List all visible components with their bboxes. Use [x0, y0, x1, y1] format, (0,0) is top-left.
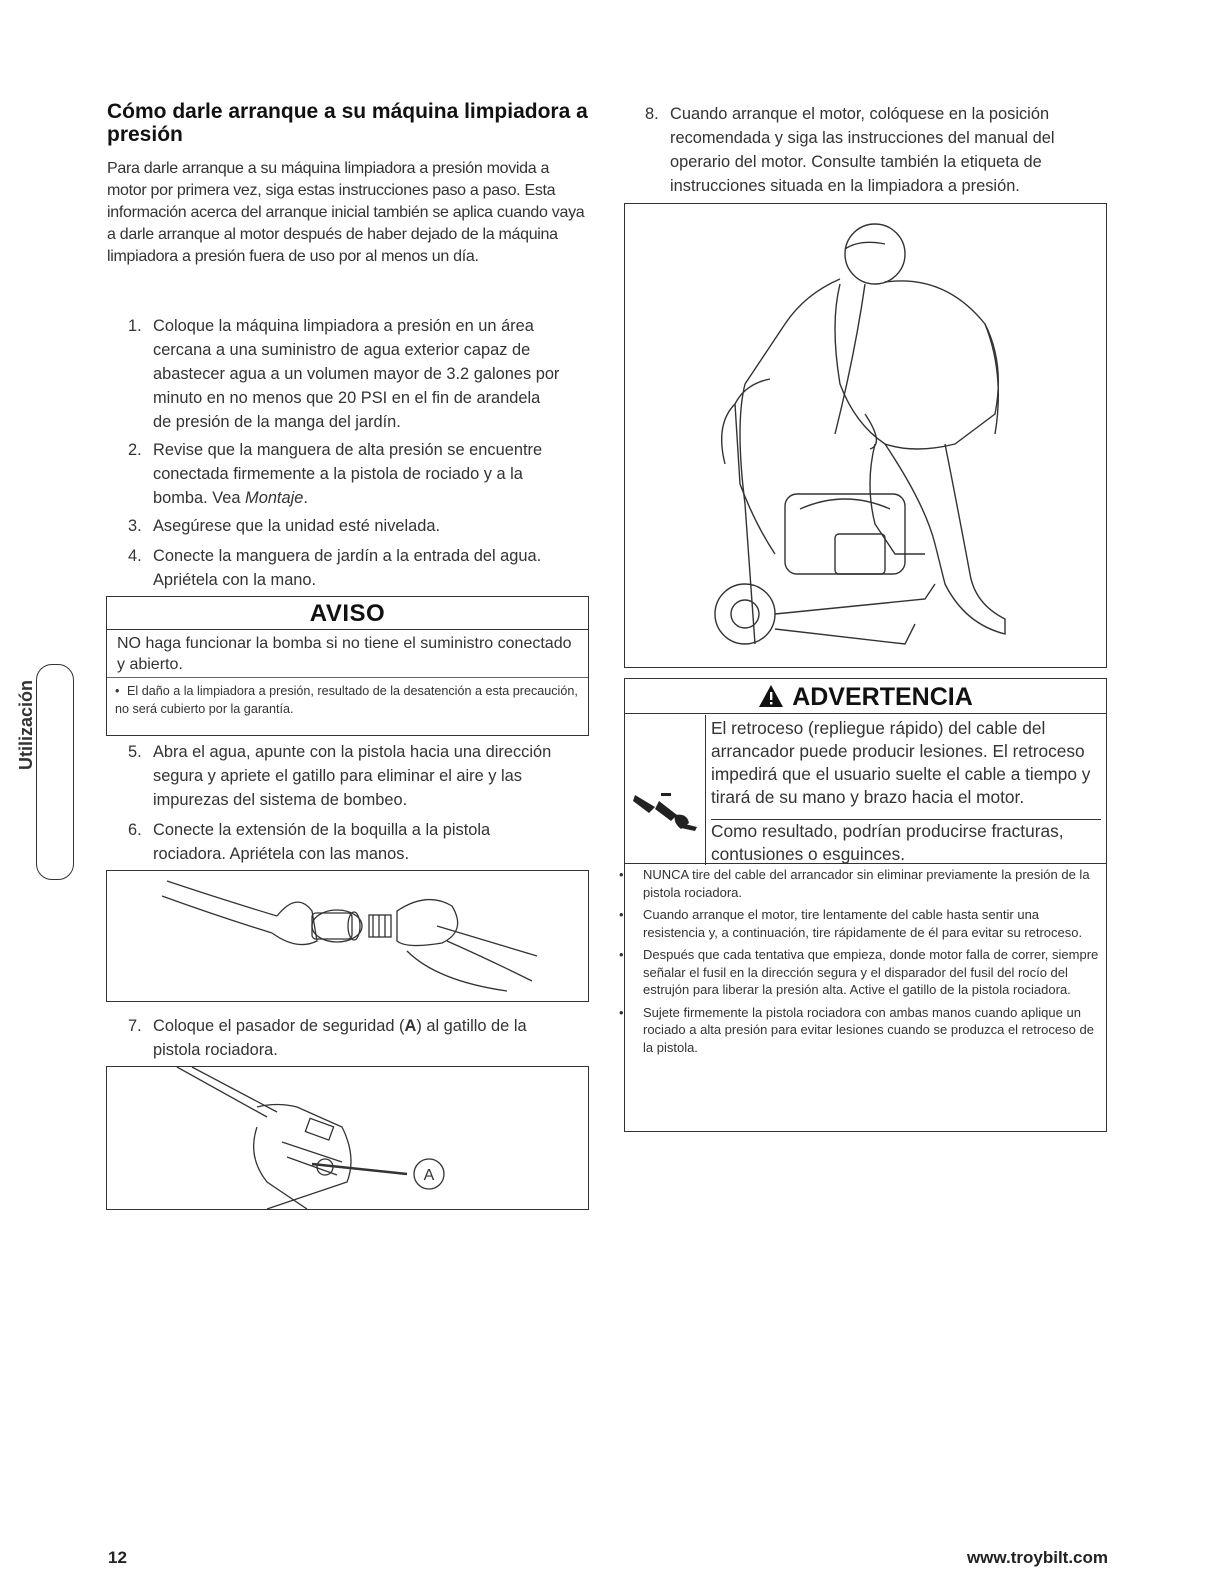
recoil-hazard-cell	[625, 715, 706, 865]
advertencia-paragraph-1: El retroceso (repliegue rápido) del cable del arrancador puede producir lesiones. El retroceso impedirá que el usuario suelte el cable a tiempo y tirará de su mano y brazo hacia el motor.	[711, 718, 1091, 807]
list-item: • Después que cada tentativa que empieza, donde motor falla de correr, siempre señalar el fusil en la dirección segura y el disparador del fusil del rocío del estrujón para liberar la presión alta. Active el gatillo de la pistola rociadora.	[619, 947, 1099, 997]
intro-paragraph: Para darle arranque a su máquina limpiadora a presión movida a motor por primera vez, siga estas instrucciones paso a paso. Esta información acerca del arranque inicial también se aplica cuando vaya a darle arranque al motor después de haber dejado de la máquina limpiadora a presión fuera de uso por al menos un día.	[107, 160, 585, 265]
section-tab	[36, 664, 74, 880]
section-heading: Cómo darle arranque a su máquina limpiadora a presión	[107, 100, 588, 146]
recoil-hazard-icon	[625, 715, 705, 865]
advertencia-title: ADVERTENCIA	[625, 679, 1106, 714]
list-item: • NUNCA tire del cable del arrancador sin eliminar previamente la presión de la pistola rociadora.	[619, 867, 1090, 900]
warning-triangle-icon	[758, 682, 784, 718]
aviso-body: NO haga funcionar la bomba si no tiene el suministro conectado y abierto.	[117, 635, 572, 673]
list-item: • Cuando arranque el motor, tire lentamente del cable hasta sentir una resistencia y, a continuación, tire rápidamente de él para evitar su retroceso.	[619, 907, 1083, 940]
spray-gun-illustration	[107, 1067, 588, 1209]
safety-pin-figure	[106, 1066, 589, 1210]
website-url: www.troybilt.com	[966, 1548, 1108, 1567]
aviso-title: AVISO	[107, 597, 588, 630]
nozzle-illustration	[107, 871, 588, 1001]
advertencia-bullet-list	[619, 863, 1106, 1131]
nozzle-extension-figure	[106, 870, 589, 1002]
list-item: • Sujete firmemente la pistola rociadora con ambas manos cuando aplique un rociado a alta presión para evitar lesiones cuando se produzca el retroceso de la pistola.	[619, 1004, 1094, 1055]
page-number: 12	[108, 1548, 127, 1567]
aviso-notice	[106, 596, 589, 736]
callout-a-label: A	[423, 1167, 435, 1184]
operator-starting-engine-figure	[624, 203, 1107, 668]
section-tab-label: Utilización	[16, 679, 36, 770]
operator-illustration	[625, 204, 1106, 667]
advertencia-paragraph-2: Como resultado, podrían producirse fracturas, contusiones o esguinces.	[711, 819, 1101, 866]
aviso-note: • El daño a la limpiadora a presión, resultado de la desatención a esta precaución, no será cubierto por la garantía.	[107, 677, 588, 735]
advertencia-warning	[619, 678, 1107, 1132]
